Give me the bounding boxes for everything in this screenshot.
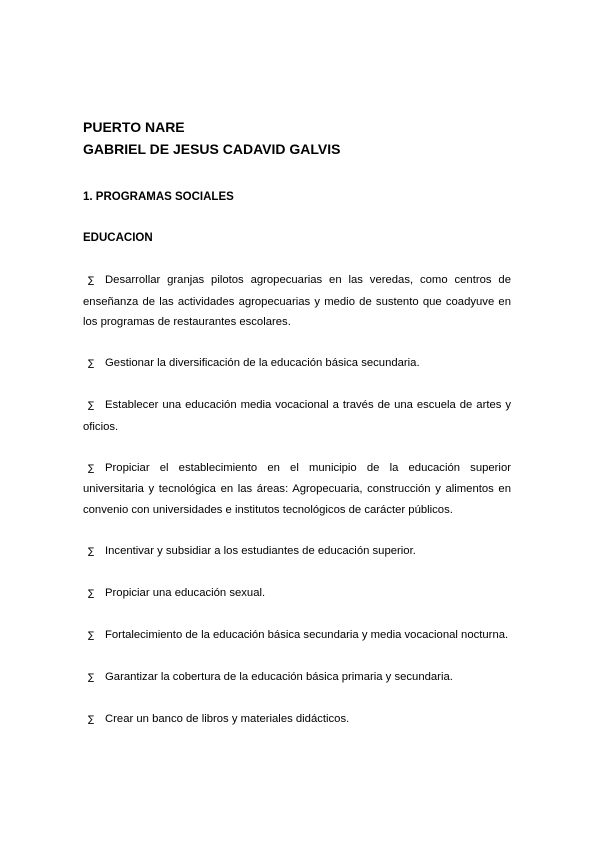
- bullet-symbol: ∑: [88, 276, 95, 286]
- bullet-item: [83, 583, 511, 605]
- document-body: [83, 116, 511, 751]
- bullet-text: Propiciar el establecimiento en el municipio de la educación superior universitaria y tecnológica en las áreas: Agropecuaria, construcción y alimentos en convenio con universidades e institutos tecnológicos de carácter públicos.: [83, 461, 511, 516]
- bullet-item: [83, 353, 511, 375]
- subsection-heading: EDUCACION: [83, 232, 153, 244]
- bullet-item: [83, 709, 511, 731]
- bullet-list: [83, 270, 511, 730]
- bullet-text: Gestionar la diversificación de la educación básica secundaria.: [105, 357, 420, 369]
- bullet-text: Incentivar y subsidiar a los estudiantes de educación superior.: [105, 544, 416, 557]
- bullet-text: Propiciar una educación sexual.: [105, 586, 266, 599]
- bullet-item: [83, 667, 511, 689]
- bullet-item: [83, 270, 511, 333]
- bullet-symbol: ∑: [88, 672, 95, 683]
- bullet-symbol: ∑: [88, 714, 95, 725]
- bullet-symbol: ∑: [88, 588, 95, 599]
- bullet-text: Garantizar la cobertura de la educación básica primaria y secundaria.: [105, 670, 453, 683]
- bullet-text: Establecer una educación media vocacional a través de una escuela de artes y oficios.: [83, 399, 511, 433]
- bullet-symbol: ∑: [88, 546, 95, 557]
- document-title-line-1: PUERTO NARE: [83, 119, 185, 135]
- bullet-item: [83, 541, 511, 563]
- bullet-text: Fortalecimiento de la educación básica secundaria y media vocacional nocturna.: [105, 628, 509, 641]
- bullet-text: Desarrollar granjas pilotos agropecuarias en las veredas, como centros de enseñanza de las actividades agropecuarias y medio de sustento que coadyuve en los programas de restaurantes escolares.: [83, 274, 511, 328]
- bullet-symbol: ∑: [88, 401, 95, 411]
- bullet-symbol: ∑: [88, 463, 95, 474]
- bullet-item: [83, 395, 511, 437]
- bullet-symbol: ∑: [88, 359, 95, 369]
- bullet-symbol: ∑: [88, 630, 95, 641]
- bullet-text: Crear un banco de libros y materiales didácticos.: [105, 712, 350, 725]
- section-heading: 1. PROGRAMAS SOCIALES: [83, 191, 234, 203]
- document-title-line-2: GABRIEL DE JESUS CADAVID GALVIS: [83, 141, 341, 157]
- bullet-item: [83, 458, 511, 521]
- bullet-item: [83, 625, 511, 647]
